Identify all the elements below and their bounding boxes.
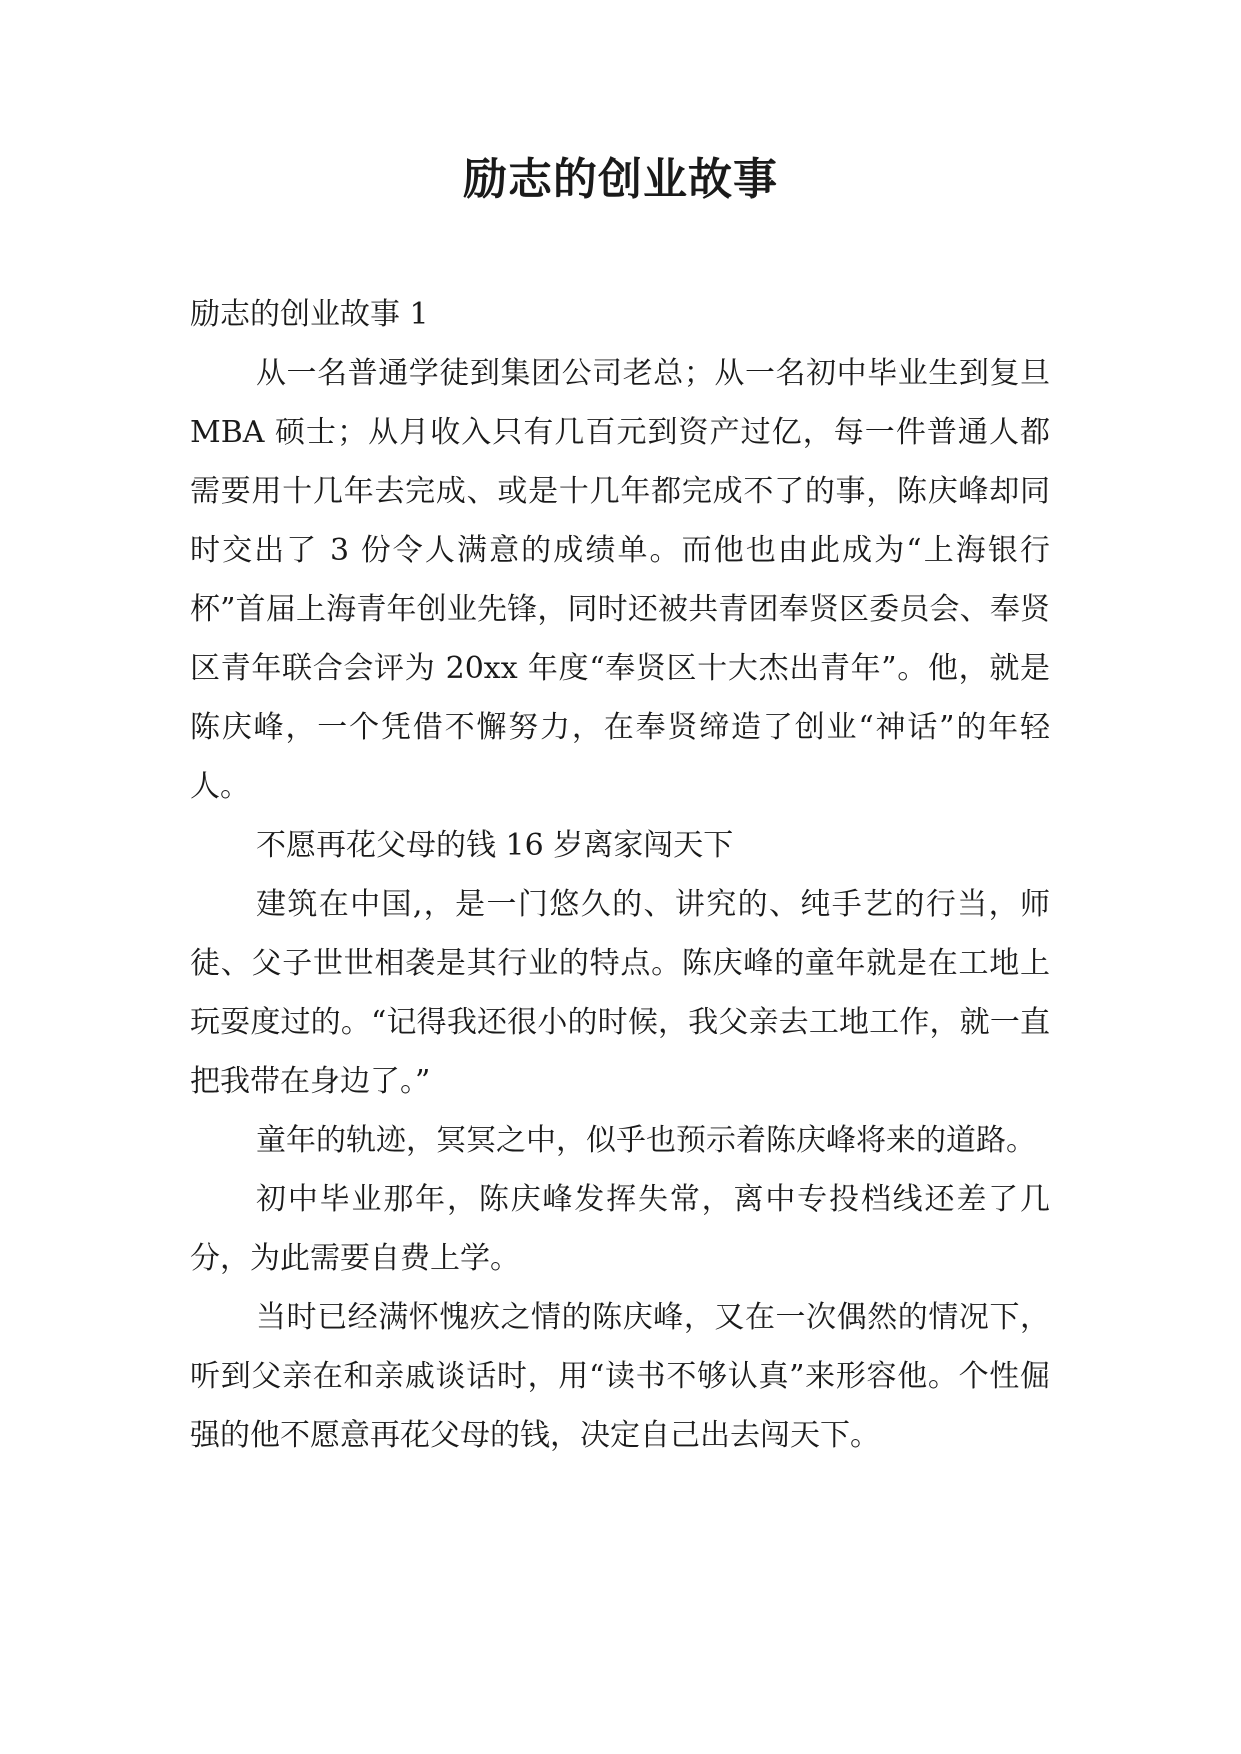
paragraph: 童年的轨迹，冥冥之中，似乎也预示着陈庆峰将来的道路。 <box>256 1123 1036 1158</box>
paragraph: 建筑在中国,，是一门悠久的、讲究的、纯手艺的行当，师徒、父子世世相袭是其行业的特点。陈庆峰的童年就是在工地上玩耍度过的。“记得我还很小的时候，我父亲去工地工作，就一直把我带在身边了。” <box>190 887 1050 1099</box>
document-title: 励志的创业故事 <box>463 154 778 205</box>
paragraph: 初中毕业那年，陈庆峰发挥失常，离中专投档线还差了几分，为此需要自费上学。 <box>190 1182 1050 1276</box>
subheading: 不愿再花父母的钱 16 岁离家闯天下 <box>256 828 734 863</box>
section-heading: 励志的创业故事 1 <box>190 297 429 332</box>
document-body <box>190 285 1050 1465</box>
paragraph: 当时已经满怀愧疚之情的陈庆峰，又在一次偶然的情况下，听到父亲在和亲戚谈话时，用“读书不够认真”来形容他。个性倔强的他不愿意再花父母的钱，决定自己出去闯天下。 <box>190 1300 1050 1453</box>
paragraph: 从一名普通学徒到集团公司老总；从一名初中毕业生到复旦 MBA 硕士；从月收入只有几百元到资产过亿，每一件普通人都需要用十几年去完成、或是十几年都完成不了的事，陈庆峰却同时交出了 3 份令人满意的成绩单。而他也由此成为“上海银行杯”首届上海青年创业先锋，同时还被共青团奉贤区委员会、奉贤区青年联合会评为 20xx 年度“奉贤区十大杰出青年”。他，就是陈庆峰，一个凭借不懈努力，在奉贤缔造了创业“神话”的年轻人。 <box>190 356 1050 804</box>
